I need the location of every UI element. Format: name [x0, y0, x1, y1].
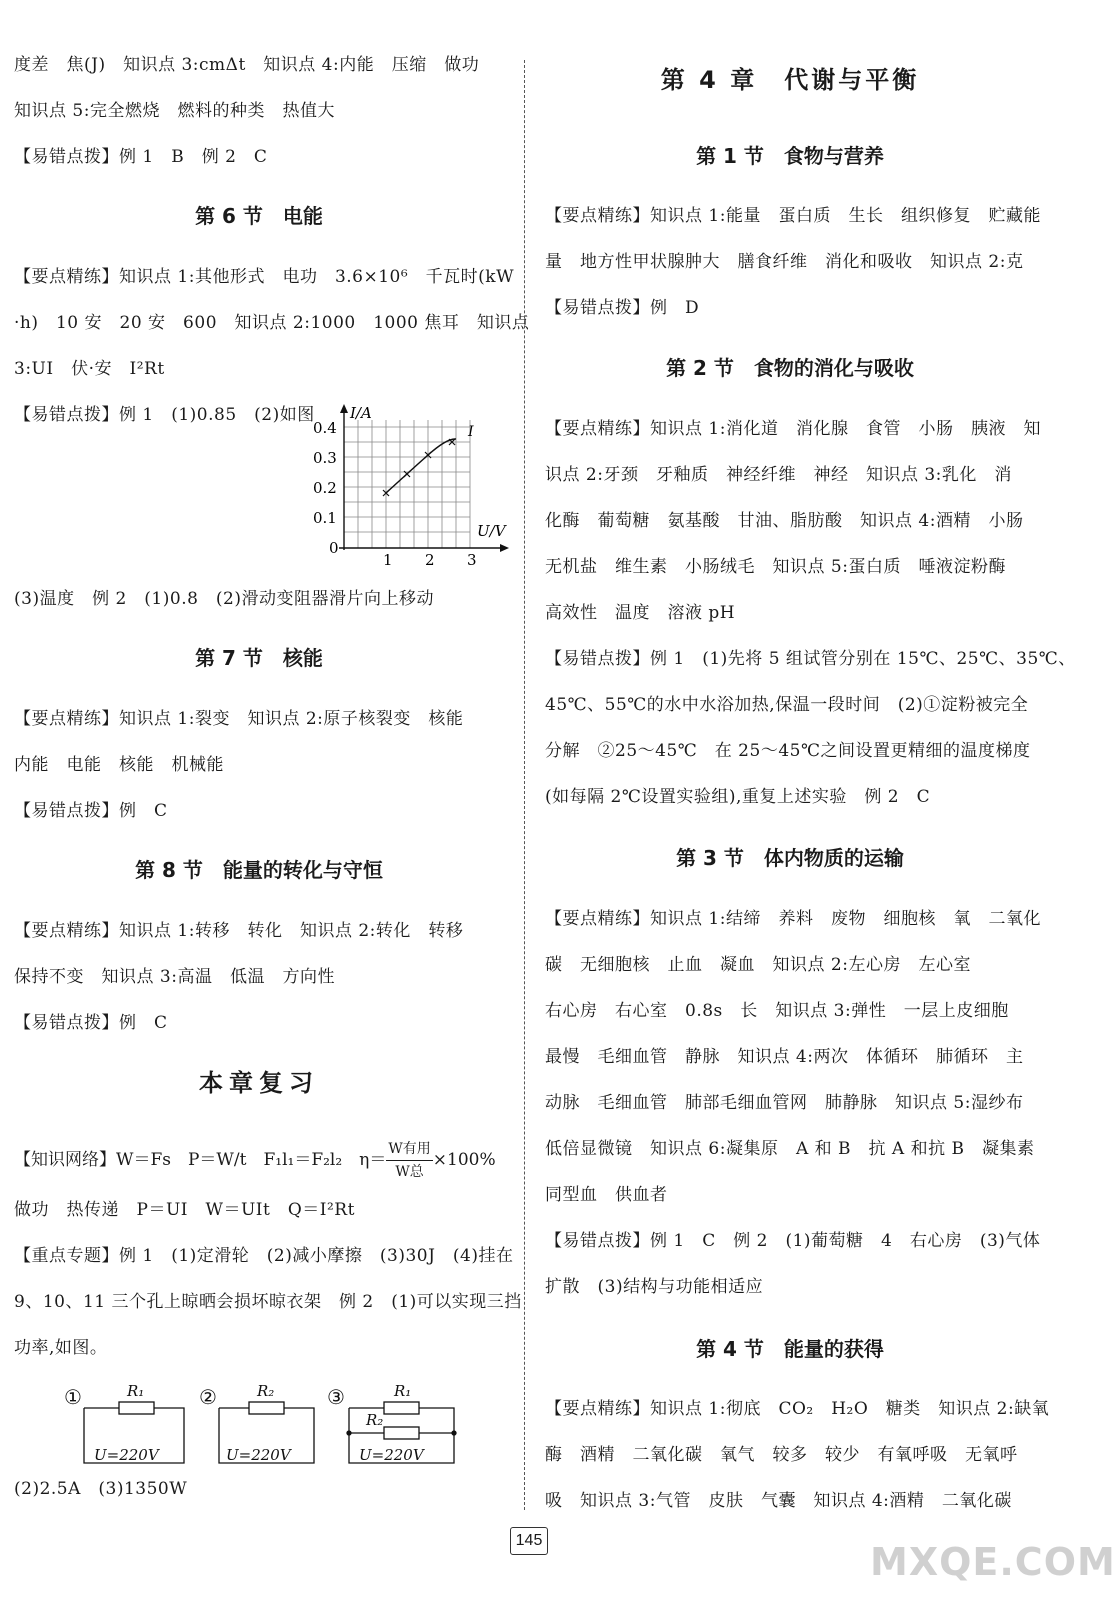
- section-title-6: 第 6 节 电能: [195, 204, 323, 228]
- circuit-number: ①: [64, 1385, 82, 1409]
- text-line: 度差 焦(J) 知识点 3:cmΔt 知识点 4:内能 压缩 做功: [14, 55, 480, 75]
- text-line: 扩散 (3)结构与功能相适应: [545, 1277, 764, 1297]
- text-line: 【要点精练】知识点 1:能量 蛋白质 生长 组织修复 贮藏能: [545, 206, 1041, 226]
- circuit-3: [327, 1382, 456, 1464]
- voltage-label: U=220V: [359, 1446, 424, 1464]
- text-line: 内能 电能 核能 机械能: [14, 755, 224, 775]
- text-line: 【要点精练】知识点 1:转移 转化 知识点 2:转化 转移: [14, 921, 464, 941]
- resistor-label: R₁: [127, 1382, 145, 1400]
- section-title-3: 第 3 节 体内物质的运输: [676, 846, 904, 870]
- page-number: 145: [510, 1527, 548, 1555]
- y-tick-label: 0.2: [313, 479, 337, 497]
- circuit-2: [199, 1382, 314, 1464]
- text-line: ·h) 10 安 20 安 600 知识点 2:1000 1000 焦耳 知识点: [14, 313, 530, 333]
- text-line: 9、10、11 三个孔上晾晒会损坏晾衣架 例 2 (1)可以实现三挡: [14, 1292, 522, 1312]
- chapter-title: 第 4 章 代谢与平衡: [660, 66, 920, 94]
- voltage-label: U=220V: [226, 1446, 291, 1464]
- text-line: (2)2.5A (3)1350W: [14, 1479, 188, 1499]
- resistor-label: R₁: [394, 1382, 412, 1400]
- y-tick-label: 0.1: [313, 509, 337, 527]
- resistor-label: R₂: [257, 1382, 275, 1400]
- section-title-2: 第 2 节 食物的消化与吸收: [666, 356, 914, 380]
- text-line: 保持不变 知识点 3:高温 低温 方向性: [14, 967, 335, 987]
- section-title-1: 第 1 节 食物与营养: [696, 144, 884, 168]
- circuit-1: [64, 1382, 184, 1464]
- text-line: 【易错点拨】例 C: [14, 801, 168, 821]
- section-title-4: 第 4 节 能量的获得: [696, 1337, 884, 1361]
- text-line: 45℃、55℃的水中水浴加热,保温一段时间 (2)①淀粉被完全: [545, 695, 1029, 715]
- text-line: 【要点精练】知识点 1:彻底 CO₂ H₂O 糖类 知识点 2:缺氧: [545, 1399, 1050, 1419]
- text-line: 右心房 右心室 0.8s 长 知识点 3:弹性 一层上皮细胞: [545, 1001, 1009, 1021]
- text-line: 3:UI 伏·安 I²Rt: [14, 359, 165, 379]
- text-line: 【重点专题】例 1 (1)定滑轮 (2)减小摩擦 (3)30J (4)挂在: [14, 1246, 514, 1266]
- x-tick-label: 1: [383, 551, 393, 569]
- review-title: 本章复习: [199, 1068, 319, 1097]
- text-line: 无机盐 维生素 小肠绒毛 知识点 5:蛋白质 唾液淀粉酶: [545, 557, 1006, 577]
- fraction-numerator: W有用: [386, 1138, 432, 1161]
- text-line: 【要点精练】知识点 1:其他形式 电功 3.6×10⁶ 千瓦时(kW: [14, 267, 515, 287]
- text-line: 【易错点拨】例 C: [14, 1013, 168, 1033]
- text-line: 化酶 葡萄糖 氨基酸 甘油、脂肪酸 知识点 4:酒精 小肠: [545, 511, 1024, 531]
- text-line: 知识点 5:完全燃烧 燃料的种类 热值大: [14, 101, 335, 121]
- text-line: 【易错点拨】例 1 (1)0.85 (2)如图: [14, 405, 315, 425]
- text-line: 【易错点拨】例 1 B 例 2 C: [14, 147, 268, 167]
- section-title-8: 第 8 节 能量的转化与守恒: [135, 858, 383, 882]
- text-line: 【要点精练】知识点 1:裂变 知识点 2:原子核裂变 核能: [14, 709, 464, 729]
- y-tick-label: 0.4: [313, 419, 337, 437]
- text-line: 碳 无细胞核 止血 凝血 知识点 2:左心房 左心室: [545, 955, 971, 975]
- formula-suffix: ×100%: [432, 1150, 496, 1170]
- y-axis-label: I/A: [350, 404, 372, 422]
- text-line: 吸 知识点 3:气管 皮肤 气囊 知识点 4:酒精 二氧化碳: [545, 1491, 1012, 1511]
- text-line: (如每隔 2℃设置实验组),重复上述实验 例 2 C: [545, 787, 931, 807]
- knowledge-network-formula: [14, 1138, 496, 1183]
- column-divider: [524, 60, 525, 1510]
- text-line: 【易错点拨】例 1 (1)先将 5 组试管分别在 15℃、25℃、35℃、: [545, 649, 1076, 669]
- efficiency-fraction: [386, 1138, 432, 1183]
- data-points: [383, 439, 455, 496]
- x-axis-label: U/V: [477, 522, 506, 540]
- text-line: 【要点精练】知识点 1:消化道 消化腺 食管 小肠 胰液 知: [545, 419, 1041, 439]
- text-line: 低倍显微镜 知识点 6:凝集原 A 和 B 抗 A 和抗 B 凝集素: [545, 1139, 1035, 1159]
- text-line: 【易错点拨】例 1 C 例 2 (1)葡萄糖 4 右心房 (3)气体: [545, 1231, 1041, 1251]
- iu-curve: [386, 439, 456, 493]
- formula-prefix: 【知识网络】W＝Fs P＝W/t F₁l₁＝F₂l₂ η＝: [14, 1150, 387, 1170]
- text-line: 高效性 温度 溶液 pH: [545, 603, 736, 623]
- iu-graph: [299, 400, 514, 570]
- fraction-denominator: W总: [395, 1164, 424, 1180]
- curve-label: I: [468, 424, 474, 440]
- text-line: 【要点精练】知识点 1:结缔 养料 废物 细胞核 氧 二氧化: [545, 909, 1041, 929]
- text-line: 动脉 毛细血管 肺部毛细血管网 肺静脉 知识点 5:湿纱布: [545, 1093, 1024, 1113]
- text-line: 做功 热传递 P＝UI W＝UIt Q＝I²Rt: [14, 1200, 355, 1220]
- circuit-number: ②: [199, 1385, 217, 1409]
- circuit-diagrams: [14, 1378, 504, 1473]
- text-line: 【易错点拨】例 D: [545, 298, 700, 318]
- text-line: 分解 ②25～45℃ 在 25～45℃之间设置更精细的温度梯度: [545, 741, 1031, 761]
- circuit-number: ③: [327, 1385, 345, 1409]
- x-tick-label: 3: [467, 551, 477, 569]
- text-line: 量 地方性甲状腺肿大 膳食纤维 消化和吸收 知识点 2:克: [545, 252, 1024, 272]
- text-line: 最慢 毛细血管 静脉 知识点 4:两次 体循环 肺循环 主: [545, 1047, 1024, 1067]
- voltage-label: U=220V: [94, 1446, 159, 1464]
- text-line: 酶 酒精 二氧化碳 氧气 较多 较少 有氧呼吸 无氧呼: [545, 1445, 1018, 1465]
- watermark: MXQE.COM: [870, 1540, 1116, 1584]
- text-line: (3)温度 例 2 (1)0.8 (2)滑动变阻器滑片向上移动: [14, 589, 434, 609]
- y-tick-label: 0.3: [313, 449, 337, 467]
- y-tick-label: 0: [329, 539, 339, 557]
- text-line: 同型血 供血者: [545, 1185, 668, 1205]
- resistor-label: R₂: [366, 1411, 384, 1429]
- x-tick-label: 2: [425, 551, 435, 569]
- text-line: 功率,如图。: [14, 1338, 108, 1358]
- section-title-7: 第 7 节 核能: [195, 646, 323, 670]
- text-line: 识点 2:牙颈 牙釉质 神经纤维 神经 知识点 3:乳化 消: [545, 465, 1012, 485]
